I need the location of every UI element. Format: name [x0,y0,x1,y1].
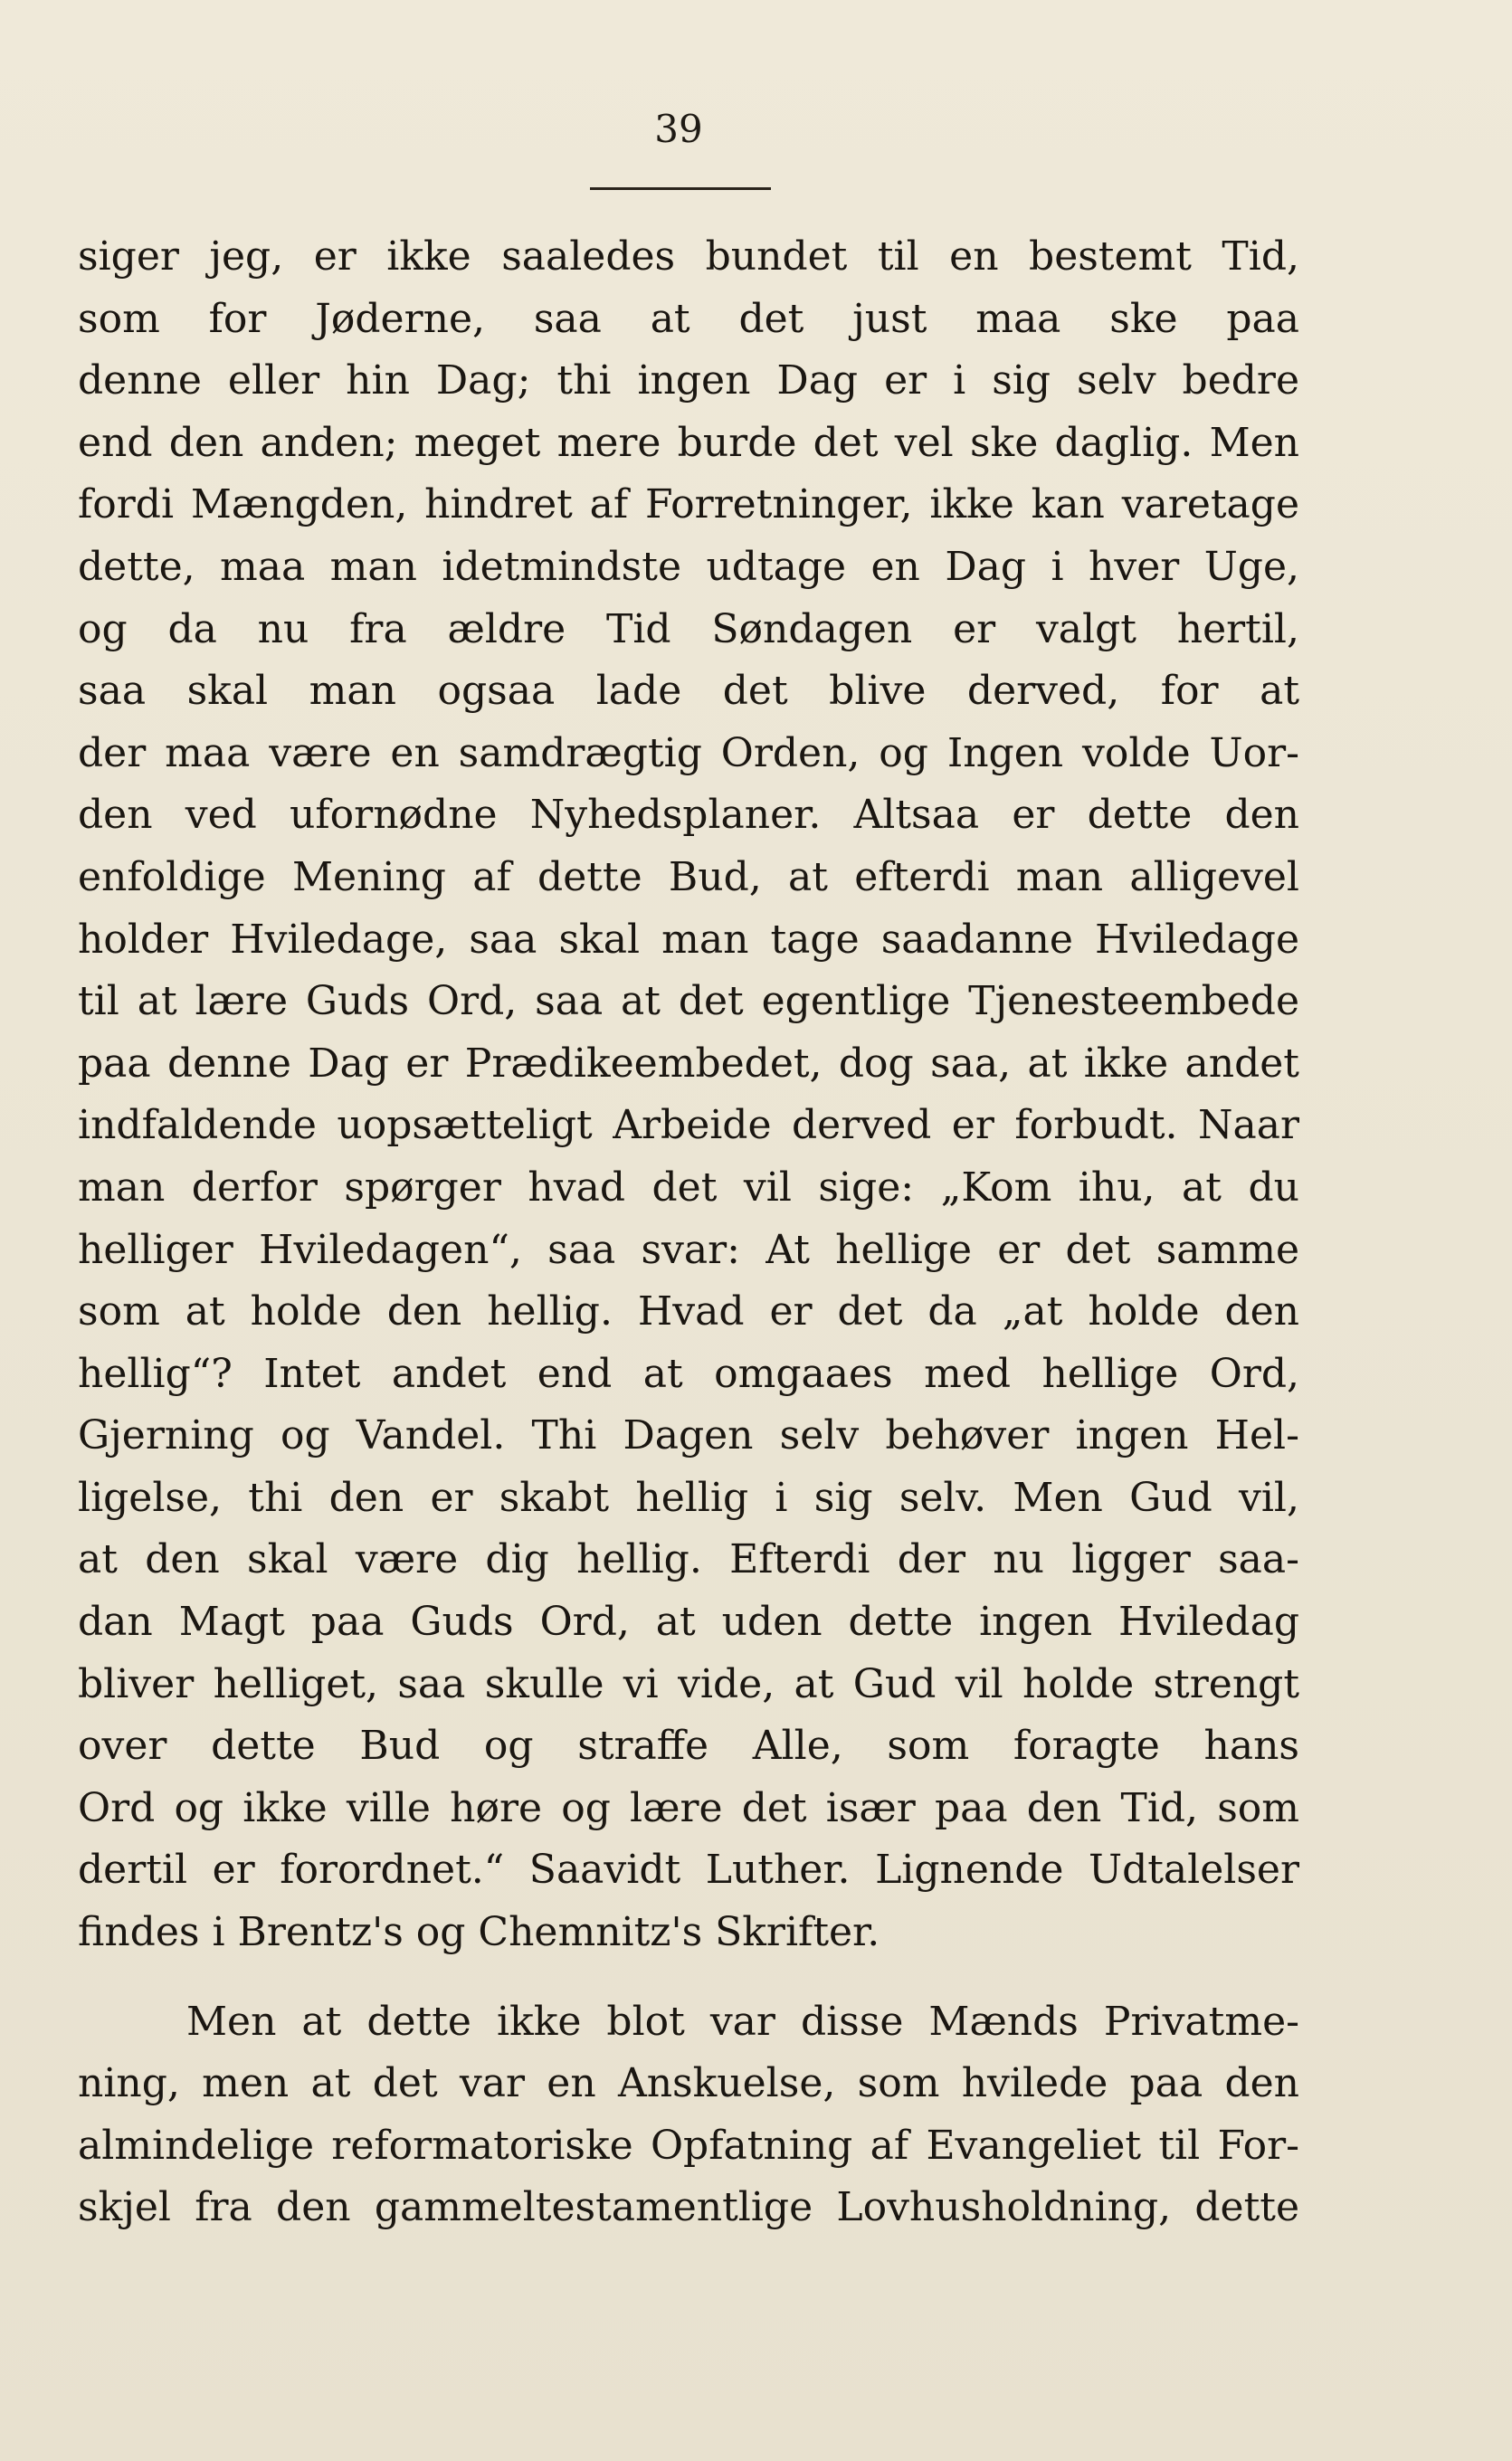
text-line: som at holde den hellig. Hvad er det da „at holde den [78,1288,1299,1335]
text-line: over dette Bud og straffe Alle, som foragte hans [78,1723,1299,1770]
text-line: dette, maa man idetmindste udtage en Dag i hver Uge, [78,543,1299,590]
text-line: den ved ufornødne Nyhedsplaner. Altsaa er dette den [78,792,1299,839]
text-line: enfoldige Mening af dette Bud, at efterdi man alligevel [78,853,1299,900]
text-line: indfaldende uopsætteligt Arbeide derved er forbudt. Naar [78,1102,1299,1149]
paragraph-first-line: Men at dette ikke blot var disse Mænds Privatme- [186,1998,1299,2045]
text-line: fordi Mængden, hindret af Forretninger, ikke kan varetage [78,481,1299,528]
text-line: og da nu fra ældre Tid Søndagen er valgt hertil, [78,605,1299,652]
text-line: som for Jøderne, saa at det just maa ske paa [78,295,1299,342]
text-line: end den anden; meget mere burde det vel ske daglig. Men [78,419,1299,466]
text-line: paa denne Dag er Prædikeembedet, dog saa, at ikke andet [78,1040,1299,1087]
text-line: siger jeg, er ikke saaledes bundet til en bestemt Tid, [78,233,1299,280]
header-rule [590,187,771,190]
text-line: dan Magt paa Guds Ord, at uden dette ingen Hviledag [78,1599,1299,1646]
text-line: findes i Brentz's og Chemnitz's Skrifter. [78,1909,880,1956]
text-line: til at lære Guds Ord, saa at det egentlige Tjenesteembede [78,978,1299,1025]
text-line: holder Hviledage, saa skal man tage saadanne Hviledage [78,916,1299,963]
text-line: skjel fra den gammeltestamentlige Lovhusholdning, dette [78,2184,1299,2231]
body-text [78,226,1299,2239]
text-line: saa skal man ogsaa lade det blive derved, for at [78,668,1299,715]
text-line: Gjerning og Vandel. Thi Dagen selv behøver ingen Hel- [78,1412,1299,1459]
text-line: ligelse, thi den er skabt hellig i sig selv. Men Gud vil, [78,1474,1299,1521]
text-line: man derfor spørger hvad det vil sige: „Kom ihu, at du [78,1164,1299,1211]
text-line: helliger Hviledagen“, saa svar: At hellige er det samme [78,1226,1299,1273]
text-line: denne eller hin Dag; thi ingen Dag er i sig selv bedre [78,357,1299,404]
text-line: Ord og ikke ville høre og lære det især paa den Tid, som [78,1784,1299,1831]
page-number: 39 [654,107,703,151]
text-line: hellig“? Intet andet end at omgaaes med hellige Ord, [78,1350,1299,1397]
text-line: at den skal være dig hellig. Efterdi der nu ligger saa- [78,1536,1299,1583]
text-line: dertil er forordnet.“ Saavidt Luther. Lignende Udtalelser [78,1847,1299,1894]
text-line: der maa være en samdrægtig Orden, og Ingen volde Uor- [78,729,1299,776]
text-line: ning, men at det var en Anskuelse, som hvilede paa den [78,2060,1299,2107]
text-line: almindelige reformatoriske Opfatning af Evangeliet til For- [78,2122,1299,2169]
text-line: bliver helliget, saa skulle vi vide, at Gud vil holde strengt [78,1660,1299,1707]
